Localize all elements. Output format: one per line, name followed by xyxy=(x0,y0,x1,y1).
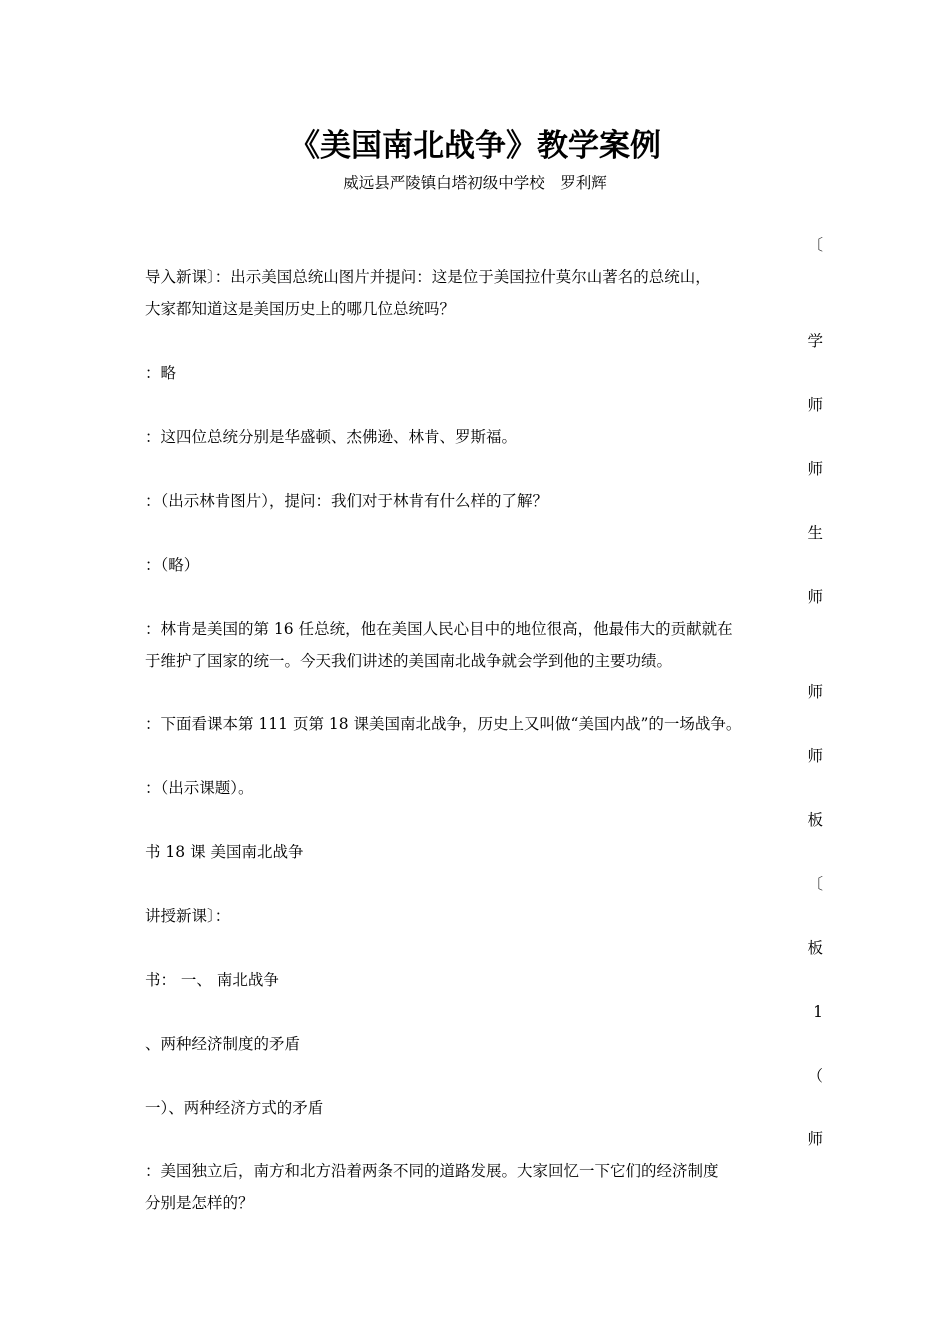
margin-marker: （ xyxy=(807,1067,823,1085)
margin-marker: 学 xyxy=(807,332,823,350)
body-line: ：下面看课本第 111 页第 18 课美国南北战争，历史上又叫做“美国内战”的一场战争。 xyxy=(145,715,742,733)
margin-marker: 板 xyxy=(807,939,823,957)
margin-marker: 生 xyxy=(807,524,823,542)
margin-marker: 板 xyxy=(807,811,823,829)
body-line: ：林肯是美国的第 16 任总统，他在美国人民心目中的地位很高，他最伟大的贡献就在 xyxy=(145,620,733,638)
body-line: 书 18 课 美国南北战争 xyxy=(145,843,304,861)
body-line: ：略 xyxy=(145,364,177,382)
document-author: 威远县严陵镇白塔初级中学校 罗利辉 xyxy=(343,174,607,192)
document-title: 《美国南北战争》教学案例 xyxy=(289,128,661,164)
body-line: 大家都知道这是美国历史上的哪几位总统吗？ xyxy=(145,300,456,318)
body-line: ：这四位总统分别是华盛顿、杰佛逊、林肯、罗斯福。 xyxy=(145,428,518,446)
margin-marker: 师 xyxy=(807,1130,823,1148)
margin-marker: 师 xyxy=(807,747,823,765)
margin-marker: 〔 xyxy=(807,236,823,254)
body-line: ：（略） xyxy=(145,556,200,574)
body-line: 导入新课〕：出示美国总统山图片并提问：这是位于美国拉什莫尔山著名的总统山， xyxy=(145,268,711,286)
margin-marker: 〔 xyxy=(807,875,823,893)
body-line: ：（出示林肯图片），提问：我们对于林肯有什么样的了解？ xyxy=(145,492,549,510)
body-line: 、两种经济制度的矛盾 xyxy=(145,1035,301,1053)
body-line: 讲授新课〕： xyxy=(145,907,231,925)
margin-marker: 师 xyxy=(807,396,823,414)
margin-marker: 1 xyxy=(813,1003,823,1021)
body-line: ：（出示课题）。 xyxy=(145,779,254,797)
margin-marker: 师 xyxy=(807,588,823,606)
body-line: 书： 一、 南北战争 xyxy=(145,971,279,989)
body-line: 于维护了国家的统一。今天我们讲述的美国南北战争就会学到他的主要功绩。 xyxy=(145,652,673,670)
body-line: 分别是怎样的？ xyxy=(145,1194,254,1212)
body-line: ：美国独立后，南方和北方沿着两条不同的道路发展。大家回忆一下它们的经济制度 xyxy=(145,1162,719,1180)
margin-marker: 师 xyxy=(807,460,823,478)
margin-marker: 师 xyxy=(807,683,823,701)
body-line: 一）、两种经济方式的矛盾 xyxy=(145,1099,324,1117)
